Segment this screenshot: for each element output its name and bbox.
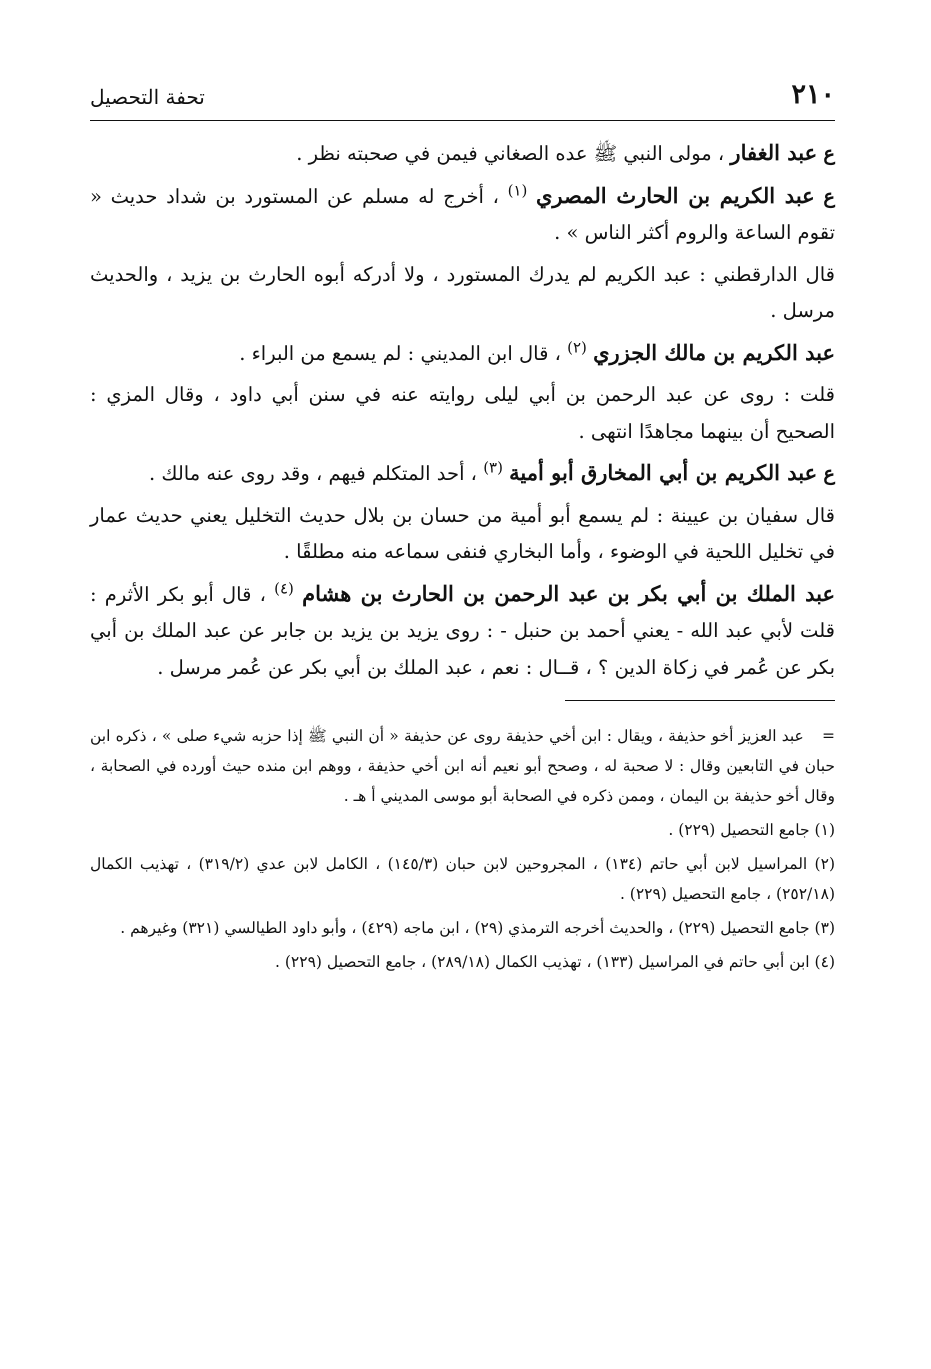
- narrator-name: عبد الملك بن أبي بكر بن عبد الرحمن بن الحارث بن هشام: [302, 580, 836, 606]
- paragraph-qult: [90, 377, 835, 450]
- footnote-text: جامع التحصيل (٢٢٩) ، والحديث أخرجه الترمذي (٢٩) ، ابن ماجه (٤٢٩) ، وأبو داود الطيالسي (٣٢١) وغيرهم .: [120, 919, 810, 937]
- footnote-ref: (٣): [483, 458, 503, 477]
- paragraph-text: قال الدارقطني : عبد الكريم لم يدرك المستورد ، ولا أدركه أبوه الحارث بن يزيد ، والحديث مرسل .: [90, 262, 835, 322]
- footnote-4: [90, 947, 835, 977]
- footnote-number: (٢): [814, 855, 835, 873]
- entry-abd-al-malik: [90, 576, 835, 687]
- footnote-text: المراسيل لابن أبي حاتم (١٣٤) ، المجروحين لابن حبان (١٤٥/٣) ، الكامل لابن عدي (٣١٩/٢) ، تهذيب الكمال (٢٥٢/١٨) ، جامع التحصيل (٢٢٩) .: [90, 855, 835, 903]
- footnote-ref: (٤): [274, 579, 294, 597]
- footnote-1: [90, 815, 835, 845]
- footnote-number: (٣): [814, 919, 835, 937]
- paragraph-text: قلت : روى عن عبد الرحمن بن أبي ليلى روايته عنه في سنن أبي داود ، وقال المزي : الصحيح أن بينهما مجاهدًا انتهى .: [90, 383, 835, 443]
- narrator-name: عبد الغفار: [730, 140, 818, 165]
- book-page: [90, 78, 835, 1358]
- book-title: تحفة التحصيل: [90, 85, 205, 109]
- narrator-symbol: ع: [823, 184, 835, 208]
- narrator-symbol: ع: [823, 462, 835, 485]
- entry-text: ، قال ابن المديني : لم يسمع من البراء .: [239, 341, 561, 365]
- page-number: ٢١٠: [791, 79, 835, 110]
- footnote-ref: (١): [507, 181, 528, 199]
- footnote-separator-wrap: [90, 700, 835, 701]
- entry-text: ، مولى النبي ﷺ عده الصغاني فيمن في صحبته نظر .: [296, 142, 725, 165]
- paragraph-sufyan: [90, 498, 835, 571]
- footnotes: [90, 721, 835, 977]
- paragraph-text: قال سفيان بن عيينة : لم يسمع أبو أمية من حسان بن بلال حديث التخليل يعني حديث عمار في تخليل اللحية في الوضوء ، وأما البخاري فنفى سماعه منه مطلقًا .: [90, 503, 835, 563]
- narrator-name: عبد الكريم بن الحارث المصري: [536, 182, 815, 208]
- footnote-continuation: [90, 721, 835, 811]
- footnote-2: [90, 849, 835, 909]
- narrator-name: عبد الكريم بن أبي المخارق أبو أمية: [509, 460, 818, 485]
- entry-text: ، أحد المتكلم فيهم ، وقد روى عنه مالك .: [149, 462, 477, 485]
- running-head: [90, 78, 835, 121]
- entry-abd-al-karim-abu-umayya: [90, 455, 835, 493]
- footnote-text: عبد العزيز أخو حذيفة ، ويقال : ابن أخي حذيفة روى عن حذيفة « أن النبي ﷺ إذا حزبه شيء صلى » ، ذكره ابن حبان في التابعين وقال : لا صحبة له ، وصحح أبو نعيم أنه ابن أخي حذيفة ، ووهم ابن منده حيث أورده في الصحابة ، وقال أخو حذيفة بن اليمان ، وممن ذكره في الصحابة أبو موسى المديني أ هـ .: [90, 727, 835, 805]
- footnote-ref: (٢): [567, 338, 587, 356]
- entry-abd-al-karim-al-jazari: [90, 335, 835, 373]
- narrator-symbol: ع: [823, 142, 835, 165]
- footnote-number: (١): [814, 821, 835, 839]
- continuation-marker: =: [821, 727, 835, 745]
- entry-abd-al-ghaffar: [90, 135, 835, 173]
- entry-text: ، قال أبو بكر الأثرم : قلت لأبي عبد الله - يعني أحمد بن حنبل - : روى يزيد بن يزيد بن جابر عن عبد الملك بن أبي بكر عن عُمر في زكاة الدين ؟ ، قــال : نعم ، عبد الملك بن أبي بكر عن عُمر مرسل .: [90, 582, 835, 679]
- footnote-text: جامع التحصيل (٢٢٩) .: [668, 821, 810, 839]
- main-text: [90, 135, 835, 686]
- entry-text: ، أخرج له مسلم عن المستورد بن شداد حديث « تقوم الساعة والروم أكثر الناس » .: [90, 184, 835, 244]
- footnote-text: ابن أبي حاتم في المراسيل (١٣٣) ، تهذيب الكمال (٢٨٩/١٨) ، جامع التحصيل (٢٢٩) .: [275, 953, 810, 971]
- footnote-separator: [565, 700, 835, 701]
- paragraph-daraqutni: [90, 257, 835, 330]
- narrator-name: عبد الكريم بن مالك الجزري: [593, 339, 835, 365]
- footnote-number: (٤): [814, 953, 835, 971]
- entry-abd-al-karim-al-misri: [90, 178, 835, 252]
- footnote-3: [90, 913, 835, 943]
